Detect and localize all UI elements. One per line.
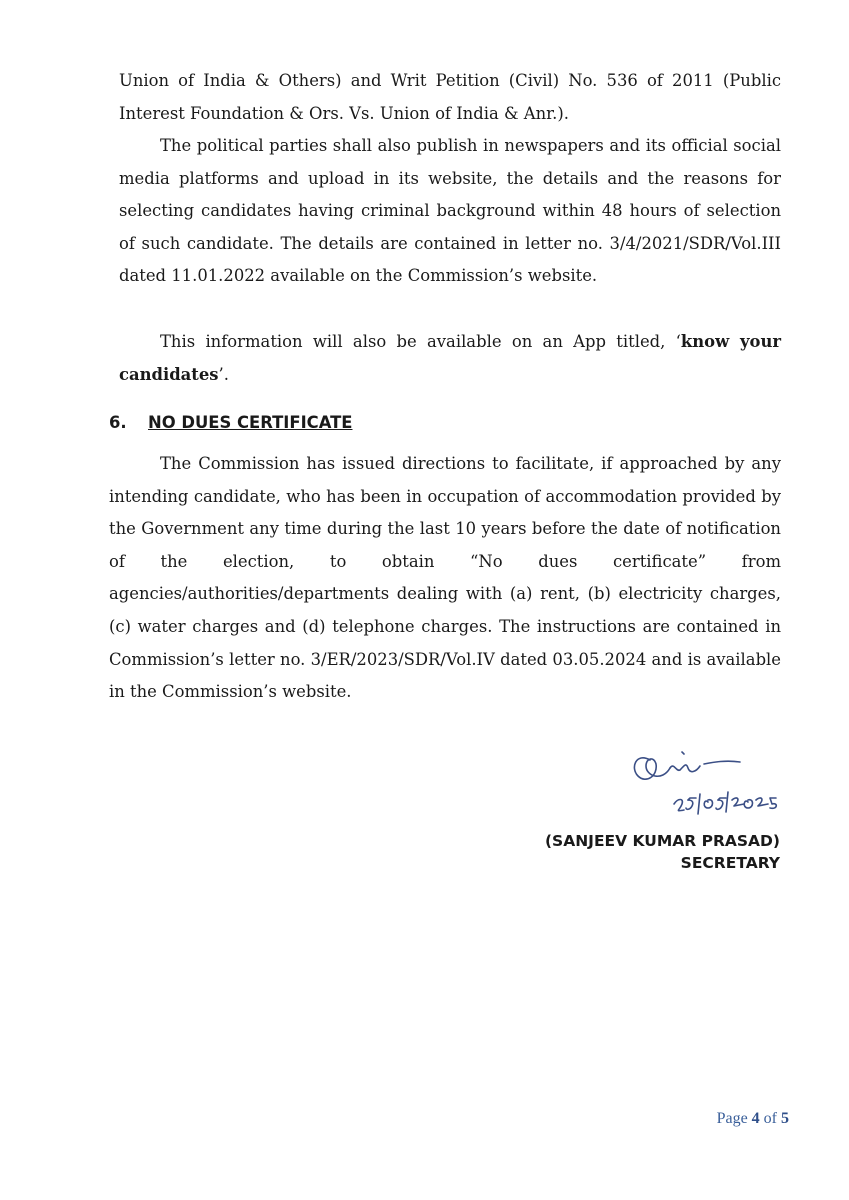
current-page: 4: [751, 1110, 760, 1127]
app-info-text: This information will also be available on an App titled, ‘: [160, 332, 681, 351]
paragraph-political-parties: The political parties shall also publish in newspapers and its official social media platforms and upload in its website, the details and the reasons for selecting candidates having criminal background within 48 hours of selection of such candidate. The details are contained in letter no. 3/4/2021/SDR/Vol.III dated 11.01.2022 available on the Commission’s website.: [119, 136, 781, 286]
total-pages: 5: [781, 1110, 789, 1127]
section-number: 6.: [109, 413, 127, 432]
handwritten-signature: [622, 738, 780, 818]
section-title: NO DUES CERTIFICATE: [148, 413, 353, 432]
page-number: [717, 1110, 789, 1128]
paragraph-writ-petition: Union of India & Others) and Writ Petition (Civil) No. 536 of 2011 (Public Interest Foundation & Ors. Vs. Union of India & Anr.).: [119, 71, 781, 123]
signer-block: [545, 830, 780, 874]
section-heading: [109, 413, 352, 432]
paragraph-no-dues: The Commission has issued directions to facilitate, if approached by any intending candidate, who has been in occupation of accommodation provided by the Government any time during the last 10 years before the date of notification of the election, to obtain “No dues certificate” from agencies/authorities/departments dealing with (a) rent, (b) electricity charges, (c) water charges and (d) telephone charges. The instructions are contained in Commission’s letter no. 3/ER/2023/SDR/Vol.IV dated 03.05.2024 and is available in the Commission’s website.: [109, 454, 781, 702]
app-name: know your candidates: [119, 332, 781, 384]
signer-designation: SECRETARY: [680, 854, 780, 872]
page-label: Page: [716, 1110, 748, 1127]
paragraph-app-info: [119, 326, 781, 391]
app-info-end: ’.: [218, 364, 229, 384]
page-of: of: [763, 1110, 777, 1127]
signer-name: (SANJEEV KUMAR PRASAD): [544, 832, 780, 850]
